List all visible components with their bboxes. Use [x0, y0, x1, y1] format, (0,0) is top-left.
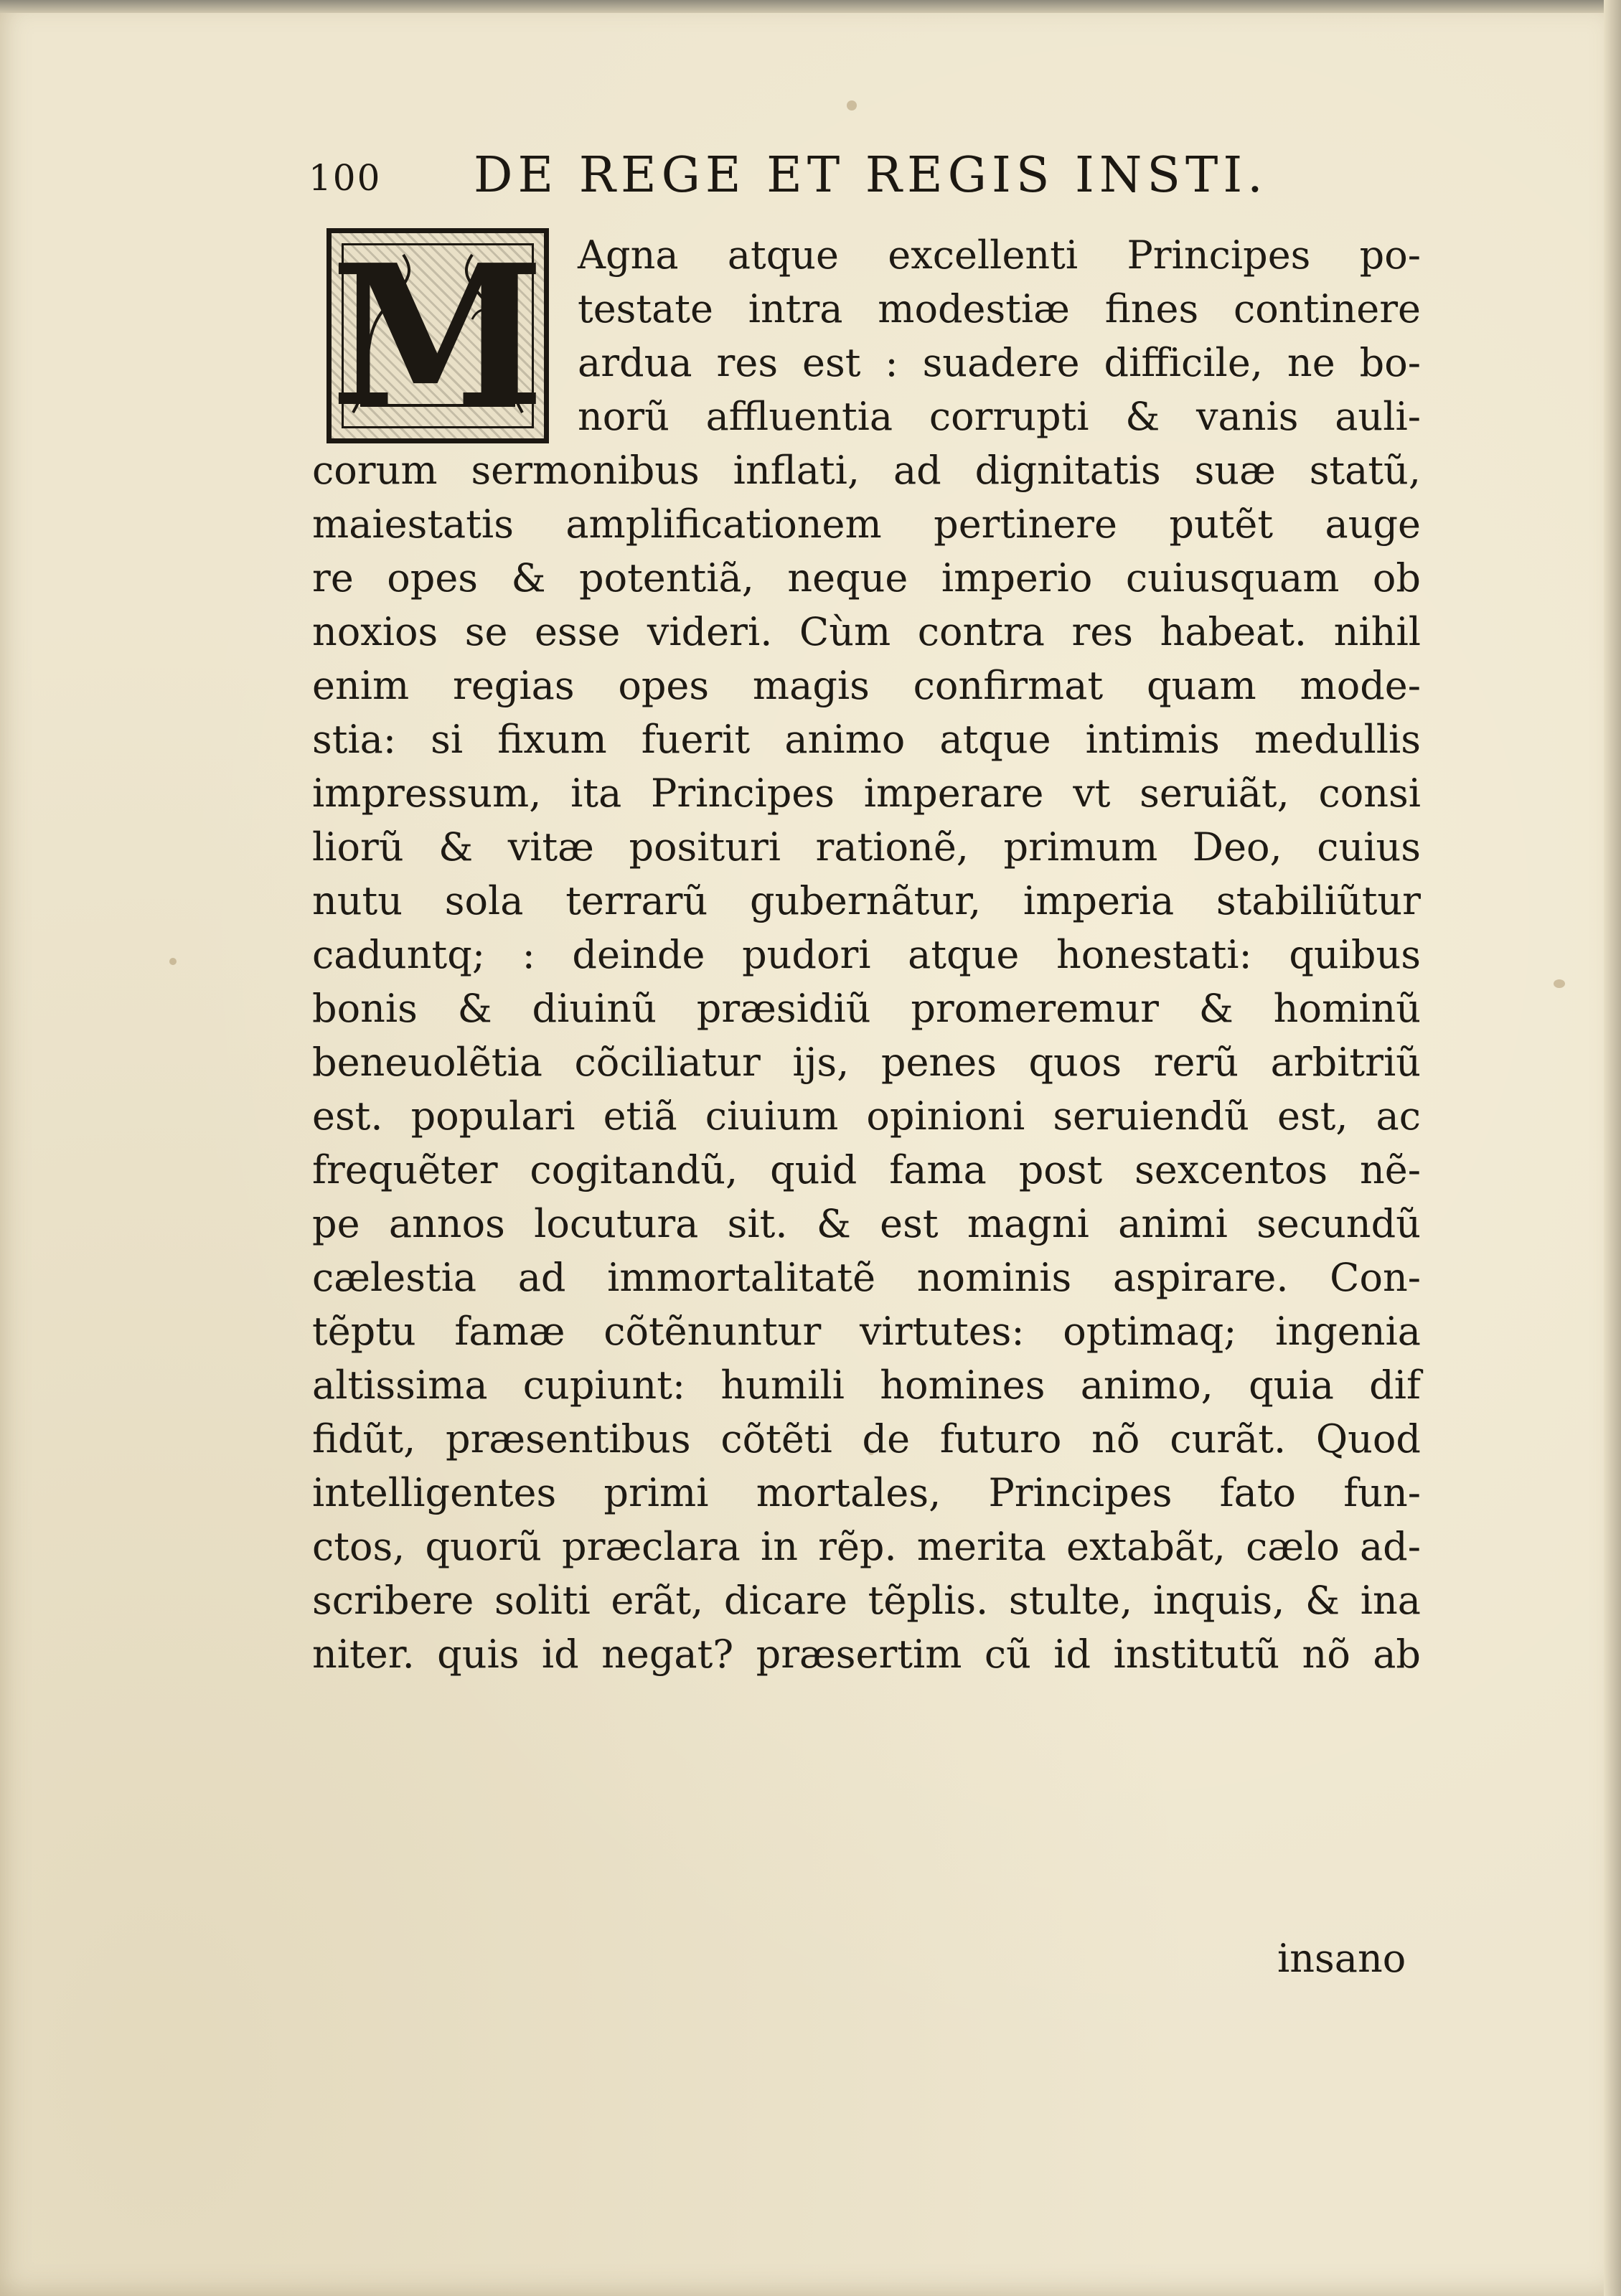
running-head — [309, 147, 1428, 212]
foxing-spot — [847, 100, 857, 110]
page-number: 100 — [309, 157, 382, 199]
body-text — [312, 222, 1421, 1681]
text-line: ctos, quorũ præclara in rẽp. merita extabãt, cælo ad- — [312, 1524, 1421, 1569]
catchword: insano — [1277, 1936, 1406, 1981]
text-line: scribere soliti erãt, dicare tẽplis. stulte, inquis, & ina — [312, 1578, 1421, 1623]
text-line: liorũ & vitæ posituri rationẽ, primum Deo, cuius — [312, 824, 1421, 870]
text-line: bonis & diuinũ præsidiũ promeremur & hominũ — [312, 986, 1421, 1031]
text-line: corum sermonibus inflati, ad dignitatis suæ statũ, — [312, 448, 1421, 493]
text-line: testate intra modestiæ fines continere — [578, 286, 1421, 331]
text-line: stia: si fixum fuerit animo atque intimis medullis — [312, 717, 1421, 762]
text-line: pe annos locutura sit. & est magni animi secundũ — [312, 1201, 1421, 1246]
text-line: norũ affluentia corrupti & vanis auli- — [578, 394, 1421, 439]
initial-letter: M — [330, 222, 545, 450]
text-line: altissima cupiunt: humili homines animo, quia dif — [312, 1363, 1421, 1408]
text-line: Agna atque excellenti Principes po- — [578, 232, 1421, 278]
text-line: cælestia ad immortalitatẽ nominis aspirare. Con- — [312, 1255, 1421, 1300]
text-line: caduntq; : deinde pudori atque honestati: quibus — [312, 932, 1421, 977]
text-line: fidũt, præsentibus cõtẽti de futuro nõ curãt. Quod — [312, 1416, 1421, 1462]
text-line: maiestatis amplificationem pertinere putẽt auge — [312, 502, 1421, 547]
page-right-edge — [1604, 0, 1621, 2296]
page-top-edge — [0, 0, 1621, 13]
text-line: tẽptu famæ cõtẽnuntur virtutes: optimaq; ingenia — [312, 1309, 1421, 1354]
text-line: est. populari etiã ciuium opinioni seruiendũ est, ac — [312, 1093, 1421, 1139]
running-title: DE REGE ET REGIS INSTI. — [474, 147, 1268, 204]
foxing-spot — [169, 958, 177, 965]
text-line: frequẽter cogitandũ, quid fama post sexcentos nẽ- — [312, 1147, 1421, 1192]
foxing-spot — [1554, 979, 1565, 988]
text-line: re opes & potentiã, neque imperio cuiusquam ob — [312, 555, 1421, 601]
text-line: niter. quis id negat? præsertim cũ id institutũ nõ ab — [312, 1632, 1421, 1677]
text-line: nutu sola terrarũ gubernãtur, imperia stabiliũtur — [312, 878, 1421, 923]
text-line: intelligentes primi mortales, Principes fato fun- — [312, 1470, 1421, 1515]
text-line: noxios se esse videri. Cùm contra res habeat. nihil — [312, 609, 1421, 654]
text-line: enim regias opes magis confirmat quam mode- — [312, 663, 1421, 708]
text-line: impressum, ita Principes imperare vt seruiãt, consi — [312, 771, 1421, 816]
text-line: ardua res est : suadere difficile, ne bo- — [578, 340, 1421, 385]
text-line: beneuolẽtia cõciliatur ijs, penes quos rerũ arbitriũ — [312, 1040, 1421, 1085]
